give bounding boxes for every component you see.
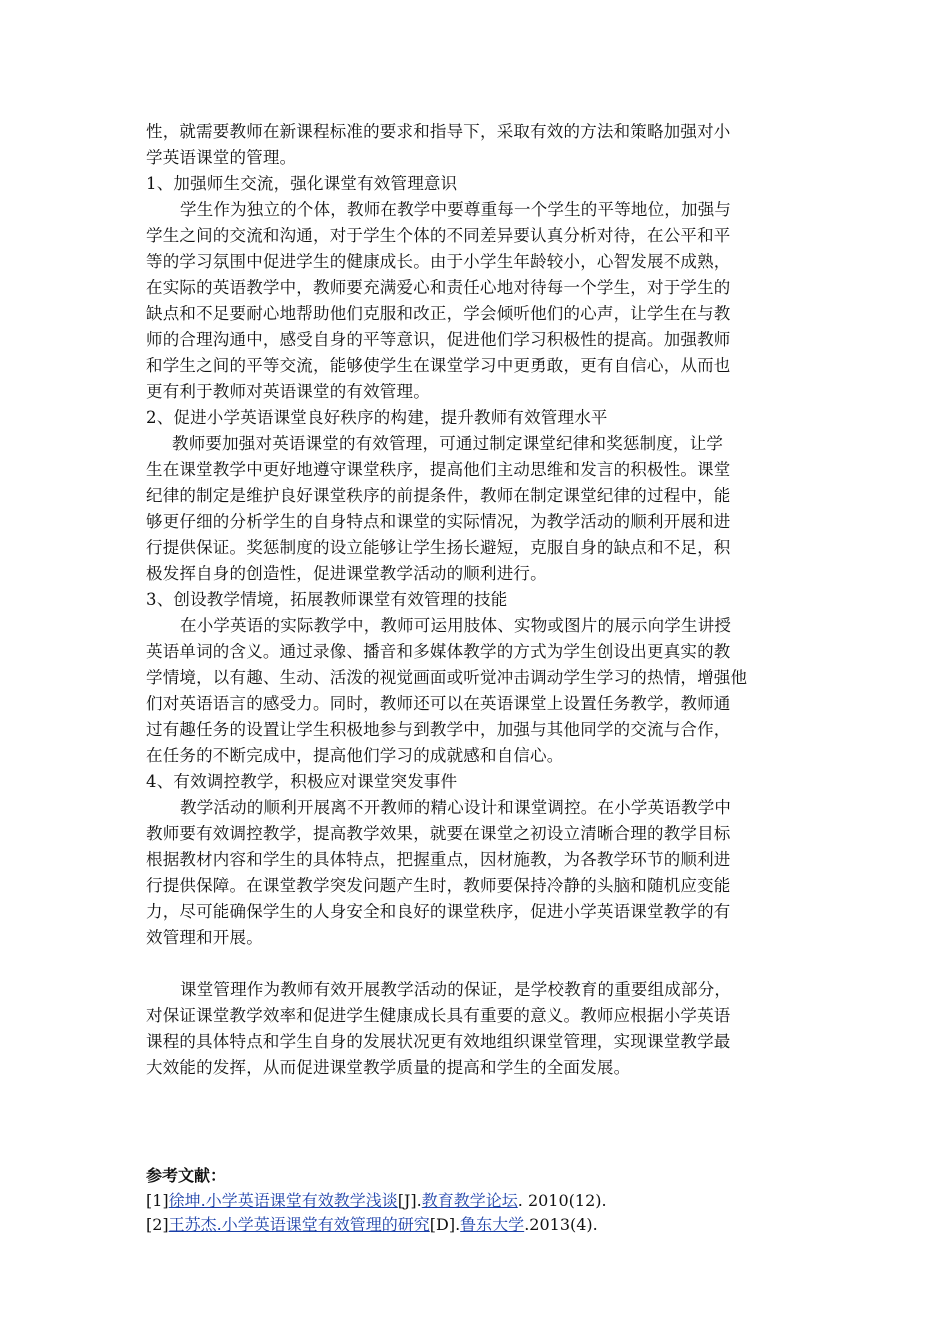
document-page [146,119,808,1237]
body-line: 学生作为独立的个体，教师在教学中要尊重每一个学生的平等地位，加强与 [180,200,732,219]
reference-source-link[interactable]: 鲁东大学 [460,1215,525,1234]
section-heading-2: 2、促进小学英语课堂良好秩序的构建，提升教师有效管理水平 [146,408,608,427]
body-line: 学生之间的交流和沟通，对于学生个体的不同差异要认真分析对待，在公平和平 [146,226,731,245]
body-line: 教学活动的顺利开展离不开教师的精心设计和课堂调控。在小学英语教学中 [180,798,732,817]
body-line: 在实际的英语教学中，教师要充满爱心和责任心地对待每一个学生，对于学生的 [146,278,731,297]
body-line: 英语单词的含义。通过录像、播音和多媒体教学的方式为学生创设出更真实的教 [146,642,731,661]
body-line: 极发挥自身的创造性，促进课堂教学活动的顺利进行。 [146,564,547,583]
reference-item [146,1213,808,1237]
body-line: 力，尽可能确保学生的人身安全和良好的课堂秩序，促进小学英语课堂教学的有 [146,902,731,921]
reference-tail: . 2010(12). [517,1191,607,1210]
section-gap [146,1081,808,1133]
conclusion-line: 课堂管理作为教师有效开展教学活动的保证，是学校教育的重要组成部分， [180,980,732,999]
body-line: 教师要有效调控教学，提高教学效果，就要在课堂之初设立清晰合理的教学目标 [146,824,731,843]
body-line: 效管理和开展。 [146,928,263,947]
section-heading-1: 1、加强师生交流，强化课堂有效管理意识 [146,174,458,193]
body-line: 过有趣任务的设置让学生积极地参与到教学中，加强与其他同学的交流与合作， [146,720,731,739]
body-line: 师的合理沟通中，感受自身的平等意识，促进他们学习积极性的提高。加强教师 [146,330,731,349]
reference-source-link[interactable]: 教育教学论坛 [421,1191,518,1210]
reference-item [146,1189,808,1213]
body-line: 够更仔细的分析学生的自身特点和课堂的实际情况，为教学活动的顺利开展和进 [146,512,731,531]
body-line: 等的学习氛围中促进学生的健康成长。由于小学生年龄较小，心智发展不成熟， [146,252,731,271]
body-line: 和学生之间的平等交流，能够使学生在课堂学习中更勇敢，更有自信心，从而也 [146,356,731,375]
references-title: 参考文献： [146,1166,227,1185]
body-line: 学英语课堂的管理。 [146,148,297,167]
body-line: 们对英语语言的感受力。同时，教师还可以在英语课堂上设置任务教学，教师通 [146,694,731,713]
body-line: 教师要加强对英语课堂的有效管理，可通过制定课堂纪律和奖惩制度，让学 [172,434,724,453]
conclusion-line: 课程的具体特点和学生自身的发展状况更有效地组织课堂管理，实现课堂教学最 [146,1032,731,1051]
reference-type: [D]. [429,1215,461,1234]
reference-type: [J]. [397,1191,422,1210]
body-line: 在任务的不断完成中，提高他们学习的成就感和自信心。 [146,746,564,765]
reference-tail: .2013(4). [524,1215,598,1234]
conclusion-line: 对保证课堂教学效率和促进学生健康成长具有重要的意义。教师应根据小学英语 [146,1006,731,1025]
body-line: 行提供保证。奖惩制度的设立能够让学生扬长避短，克服自身的缺点和不足，积 [146,538,731,557]
body-line: 行提供保障。在课堂教学突发问题产生时，教师要保持冷静的头脑和随机应变能 [146,876,731,895]
body-line: 生在课堂教学中更好地遵守课堂秩序，提高他们主动思维和发言的积极性。课堂 [146,460,731,479]
conclusion-line: 大效能的发挥，从而促进课堂教学质量的提高和学生的全面发展。 [146,1058,631,1077]
body-line: 缺点和不足要耐心地帮助他们克服和改正，学会倾听他们的心声，让学生在与教 [146,304,731,323]
body-line: 性，就需要教师在新课程标准的要求和指导下，采取有效的方法和策略加强对小 [146,122,731,141]
section-heading-3: 3、创设教学情境，拓展教师课堂有效管理的技能 [146,590,508,609]
body-line: 纪律的制定是维护良好课堂秩序的前提条件，教师在制定课堂纪律的过程中，能 [146,486,731,505]
paragraph-gap [146,951,808,977]
body-line: 更有利于教师对英语课堂的有效管理。 [146,382,430,401]
body-line: 学情境，以有趣、生动、活泼的视觉画面或听觉冲击调动学生学习的热情，增强他 [146,668,748,687]
reference-title-link[interactable]: 王苏杰.小学英语课堂有效管理的研究 [168,1215,430,1234]
body-line: 在小学英语的实际教学中，教师可运用肢体、实物或图片的展示向学生讲授 [180,616,732,635]
body-line: 根据教材内容和学生的具体特点，把握重点，因材施教，为各教学环节的顺利进 [146,850,731,869]
reference-number: [1] [146,1191,169,1210]
reference-number: [2] [146,1215,169,1234]
reference-title-link[interactable]: 徐坤.小学英语课堂有效教学浅谈 [168,1191,398,1210]
section-heading-4: 4、有效调控教学，积极应对课堂突发事件 [146,772,458,791]
